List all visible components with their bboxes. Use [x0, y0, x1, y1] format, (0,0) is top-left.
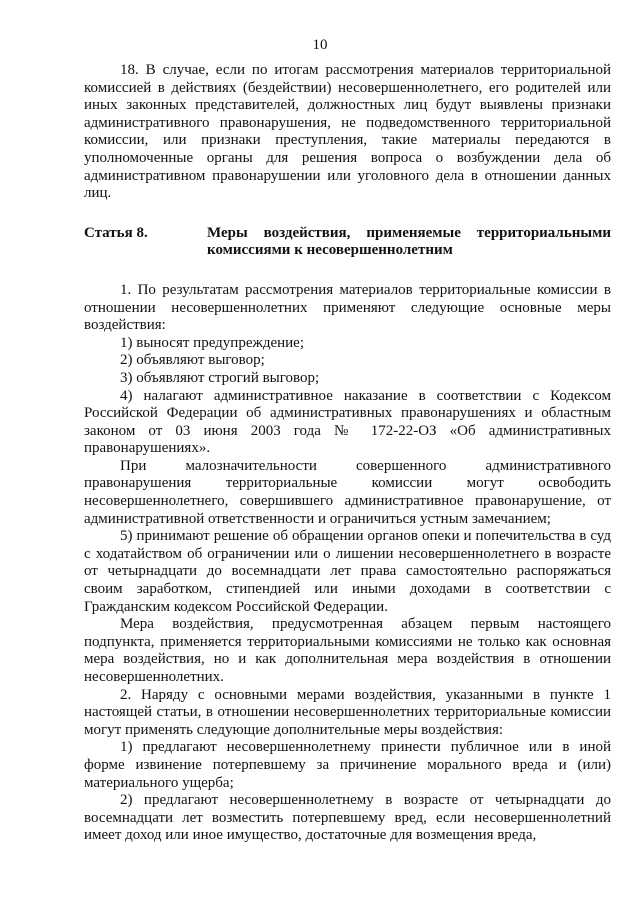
document-body — [84, 62, 611, 845]
list-item: 3) объявляют строгий выговор; — [120, 369, 320, 386]
article-title: Меры воздействия, применяемые территориальными комиссиями к несовершеннолетним — [207, 224, 611, 259]
article-heading — [84, 225, 611, 260]
paragraph: 2. Наряду с основными мерами воздействия, указанными в пункте 1 настоящей статьи, в отношении несовершеннолетних территориальные комиссии могут применять следующие дополнительные меры воздействия: — [84, 686, 611, 738]
paragraph: Мера воздействия, предусмотренная абзацем первым настоящего подпункта, применяется территориальными комиссиями не только как основная мера воздействия, но и как дополнительная мера воздействия в отношении несовершеннолетних. — [84, 616, 611, 685]
paragraph-18: 18. В случае, если по итогам рассмотрения материалов территориальной комиссией в действиях (бездействии) несовершеннолетнего, его родителей или иных законных представителей, должностных лиц будут выявлены признаки административного правонарушения, не подведомственного территориальной комиссии, или признаки преступления, такие материалы передаются в уполномоченные органы для решения вопроса о возбуждении дела об административном правонарушении или уголовного дела в отношении данных лиц. — [84, 62, 611, 202]
article-number: Статья 8. — [84, 224, 148, 241]
spacer — [84, 260, 611, 282]
list-item: 2) объявляют выговор; — [120, 352, 265, 369]
list-item: 2) предлагают несовершеннолетнему в возрасте от четырнадцати до восемнадцати лет возместить потерпевшему вред, если несовершеннолетний имеет доход или иное имущество, достаточные для возмещения вреда, — [84, 792, 611, 844]
list-item: 1) выносят предупреждение; — [120, 334, 305, 351]
paragraph: 1. По результатам рассмотрения материалов территориальные комиссии в отношении несовершеннолетних применяют следующие основные меры воздействия: — [84, 281, 611, 334]
page-number: 10 — [312, 37, 328, 53]
spacer — [84, 203, 611, 225]
list-item: 1) предлагают несовершеннолетнему принести публичное или в иной форме извинение потерпевшему за причинение морального вреда и (или) материального ущерба; — [84, 739, 611, 791]
paragraph: При малозначительности совершенного административного правонарушения территориальные комиссии могут освободить несовершеннолетнего, совершившего административное правонарушение, от административной ответственности и ограничиться устным замечанием; — [84, 457, 611, 527]
list-item: 4) налагают административное наказание в соответствии с Кодексом Российской Федерации об административных правонарушениях и областным законом от 03 июня 2003 года № 172-22-ОЗ «Об административных правонарушениях». — [84, 387, 611, 457]
list-item: 5) принимают решение об обращении органов опеки и попечительства в суд с ходатайством об ограничении или о лишении несовершеннолетнего в возрасте от четырнадцати до восемнадцати лет права самостоятельно распоряжаться своим заработком, стипендией или иными доходами в соответствии с Гражданским кодексом Российской Федерации. — [84, 528, 611, 615]
